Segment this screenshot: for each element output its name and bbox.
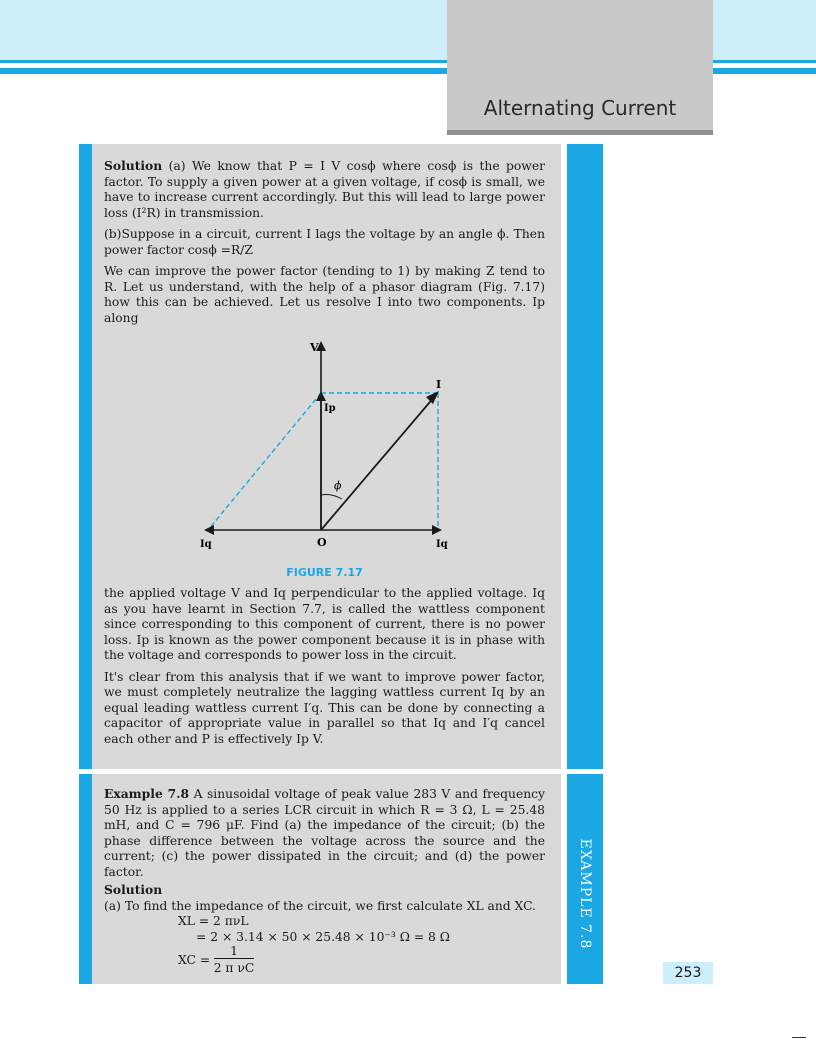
label-iq-left: Iq — [200, 539, 212, 550]
corner-mark — [792, 1037, 806, 1038]
example-7-7-left-bar — [79, 144, 92, 769]
chapter-title-rule — [447, 130, 713, 135]
solution-paragraph-b: (b)Suppose in a circuit, current I lags the voltage by an angle ϕ. Then power factor cosϕ =R/Z — [104, 227, 545, 257]
example-7-8-left-bar — [79, 774, 92, 984]
solution-paragraph-c: We can improve the power factor (tending to 1) by making Z tend to R. Let us understand, with the help of a phasor diagram (Fig. 7.17) how this can be achieved. Let us resolve I into two components. Ip along — [104, 264, 545, 325]
label-i: I — [436, 378, 442, 391]
example-7-8-side-label-wrap — [567, 774, 603, 984]
example-7-7-text-bottom — [104, 586, 545, 753]
solution-a-text: (a) We know that P = I V cosϕ where cosϕ is the power factor. To supply a given power at a given voltage, if cosϕ is small, we have to increase current accordingly. But this will lead to large power loss (I²R) in transmission. — [104, 159, 545, 220]
equation-xc-numerator: 1 — [214, 944, 254, 959]
example-7-8-lead: Example 7.8 — [104, 786, 190, 801]
label-iq-right: Iq — [436, 539, 448, 550]
example-7-8-side-bar — [567, 774, 603, 984]
phi-arc — [321, 495, 342, 500]
example-7-8-solution-label: Solution — [104, 882, 163, 897]
example-7-7-side-label: EXAMPLE 7.7 — [707, 793, 723, 905]
figure-caption: FIGURE 7.17 — [286, 566, 363, 579]
label-phi: ϕ — [334, 479, 342, 492]
example-7-8-text — [104, 786, 545, 914]
solution-paragraph-e: It's clear from this analysis that if we want to improve power factor, we must completely neutralize the lagging wattless current Iq by an equal leading wattless current I′q. This can be done by connecting a capacitor of appropriate value in parallel so that Iq and I′q cancel each other and P is effectively Ip V. — [104, 669, 545, 746]
chapter-title: Alternating Current — [483, 96, 677, 120]
current-vector — [321, 396, 435, 530]
label-ip: Ip — [324, 403, 336, 414]
equation-xl: XL = 2 πνL — [178, 914, 249, 928]
iq-right-arrowhead — [432, 525, 442, 535]
solution-paragraph-d: the applied voltage V and Iq perpendicular to the applied voltage. Iq as you have learnt in Section 7.7, is called the wattless component since corresponding to this component of current, there is no power loss. Ip is known as the power component because it is in phase with the voltage and corresponds to power loss in the circuit. — [104, 586, 545, 662]
example-7-8-statement-text: A sinusoidal voltage of peak value 283 V and frequency 50 Hz is applied to a series LCR circuit in which R = 3 Ω, L = 25.48 mH, and C = 796 μF. Find (a) the impedance of the circuit; (b) the phase difference between the voltage across the source and the current; (c) the power dissipated in the circuit; and (d) the power factor. — [104, 787, 545, 879]
phasor-diagram — [190, 335, 460, 555]
example-7-7-text-top — [104, 158, 545, 332]
iq-left-arrowhead — [204, 525, 214, 535]
label-o: O — [317, 536, 327, 549]
solution-paragraph-a — [104, 158, 545, 221]
equation-xc-denominator: 2 π νC — [213, 961, 255, 975]
solution-lead: Solution — [104, 158, 163, 173]
equation-xc-lhs: XC = — [178, 953, 211, 967]
label-v: V — [310, 341, 319, 354]
example-7-8-side-label: EXAMPLE 7.8 — [577, 838, 593, 950]
dashed-ip-to-iq-left — [208, 393, 321, 530]
example-7-8-statement — [104, 786, 545, 880]
example-7-8-solution-a: (a) To find the impedance of the circuit, we first calculate XL and XC. — [104, 898, 536, 913]
page-number: 253 — [663, 962, 713, 984]
equation-xl-value: = 2 × 3.14 × 50 × 25.48 × 10⁻³ Ω = 8 Ω — [196, 930, 450, 944]
